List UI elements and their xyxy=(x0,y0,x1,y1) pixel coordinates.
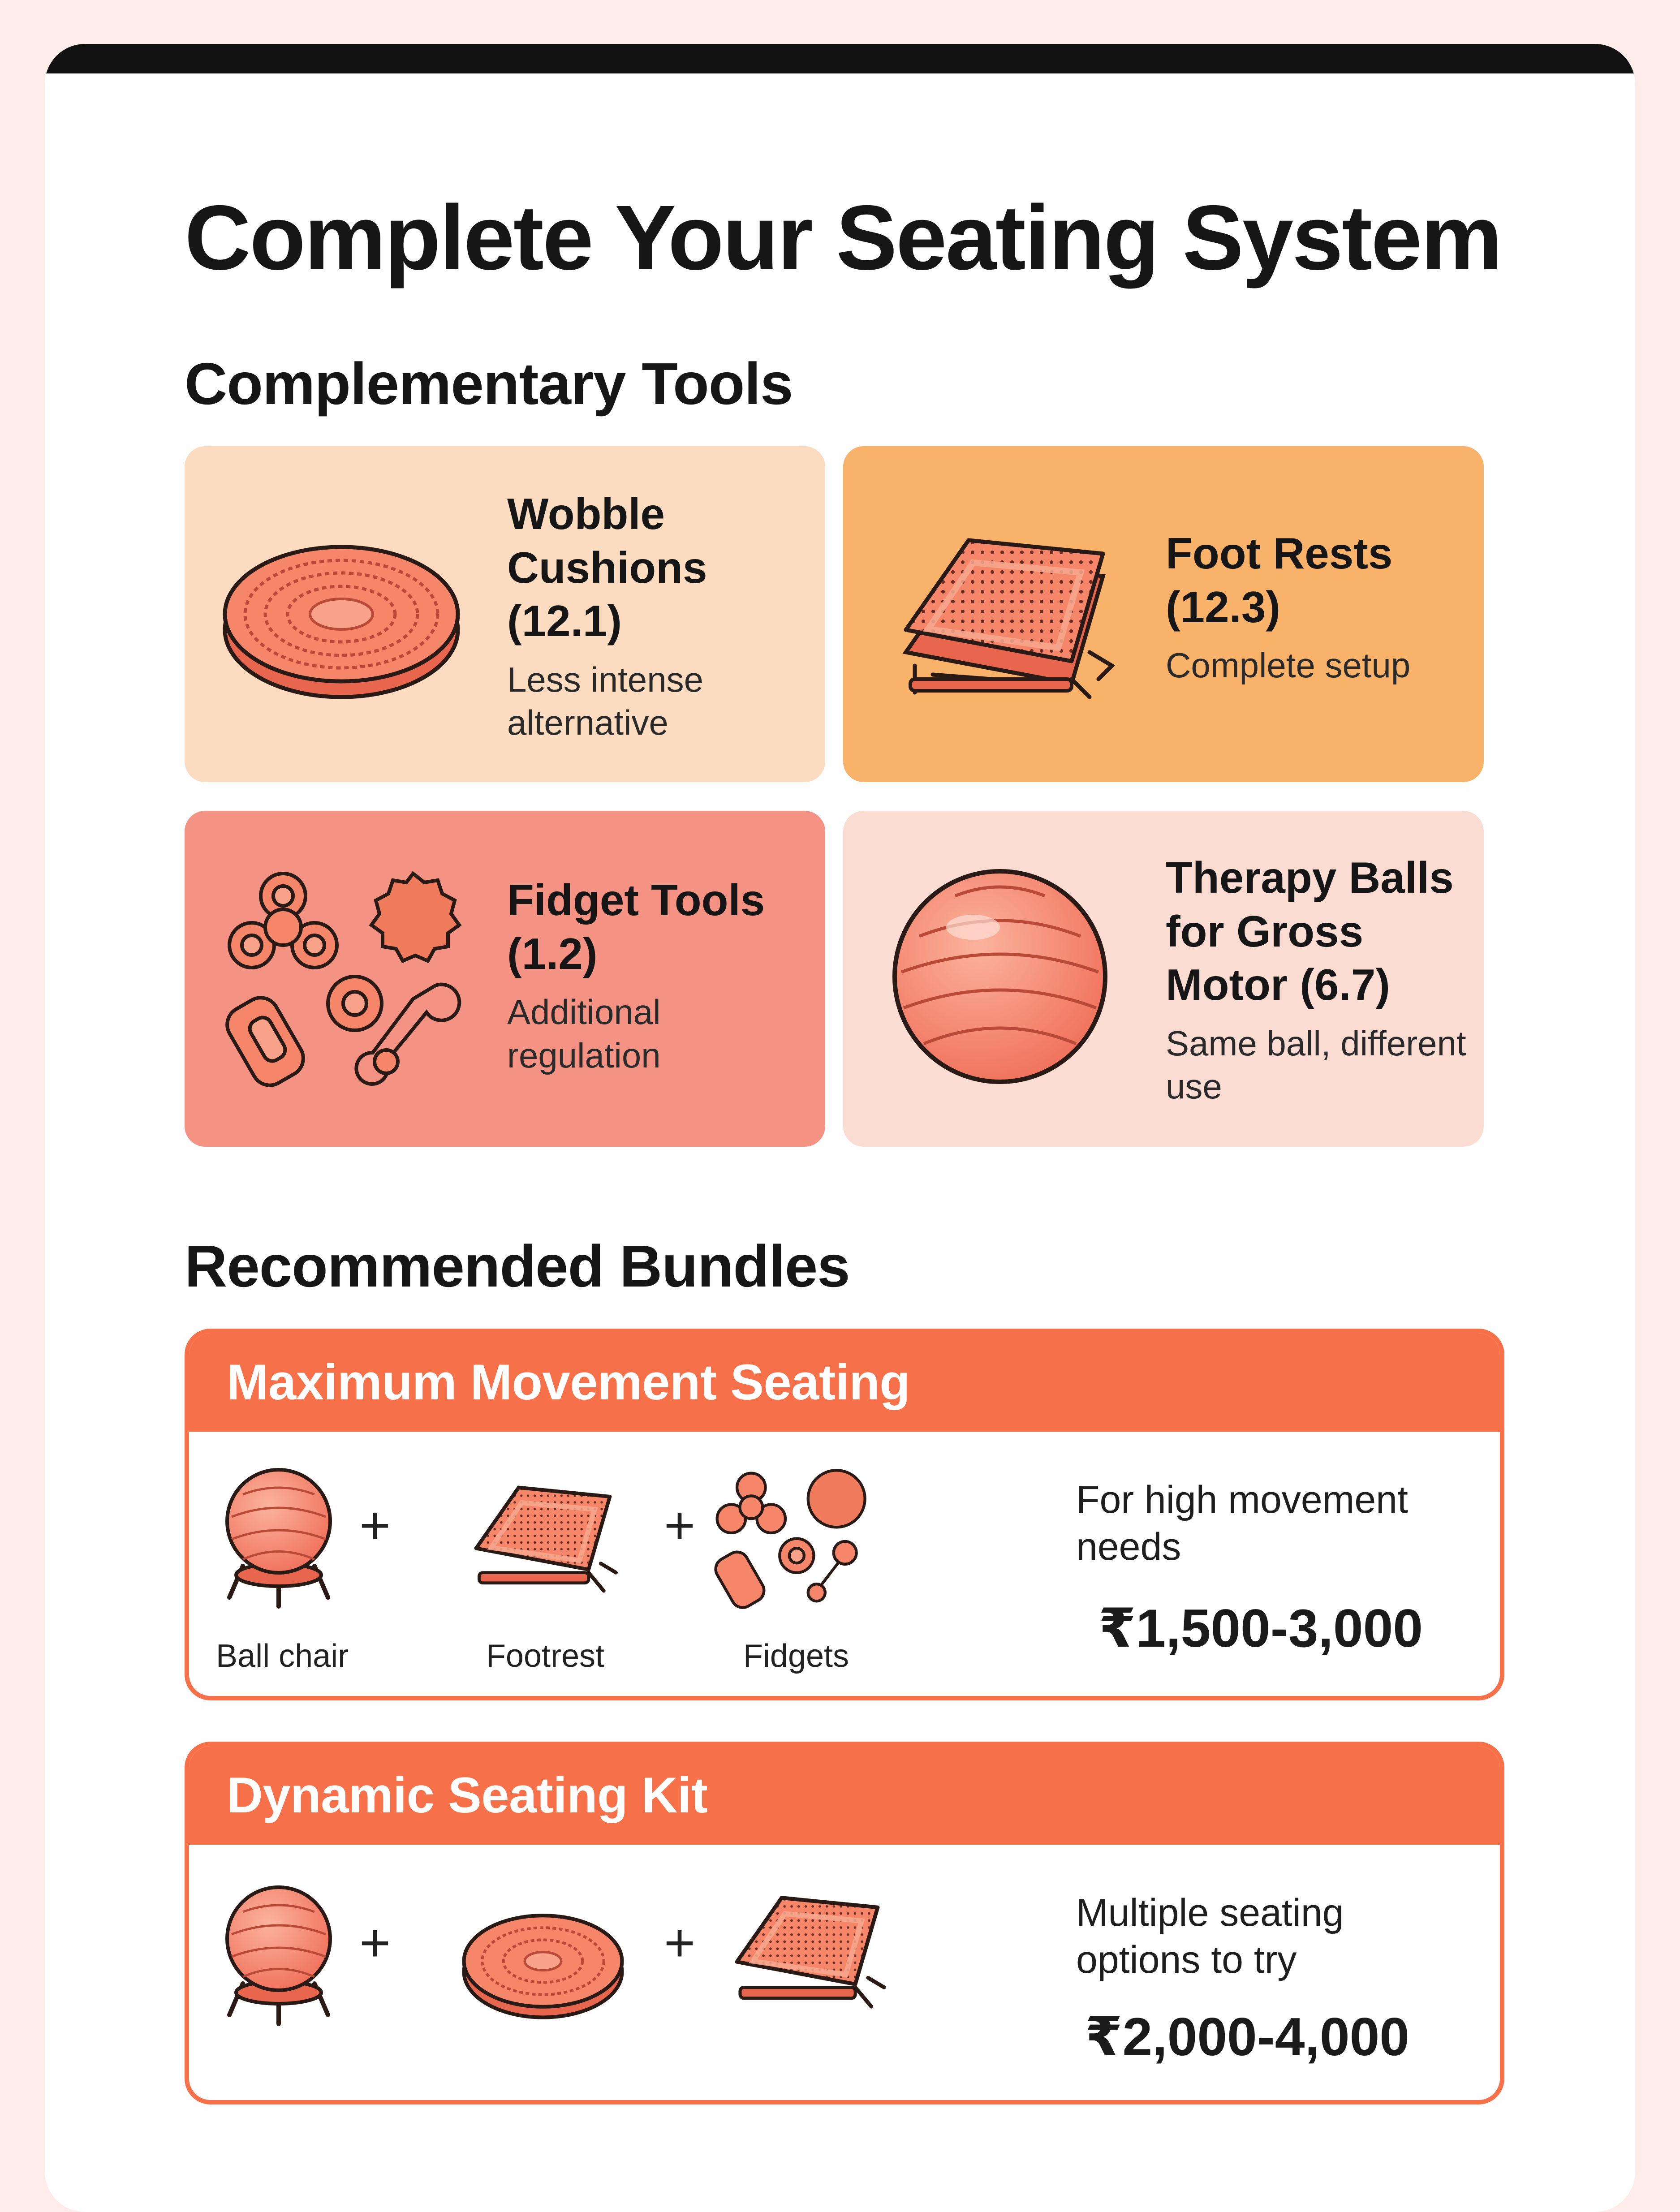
bundle-title: Maximum Movement Seating xyxy=(189,1333,1500,1432)
tool-desc: Same ball, different use xyxy=(1166,1023,1466,1106)
plus-sign: + xyxy=(359,1495,391,1555)
foot-rest-icon xyxy=(879,518,1130,715)
tool-card-wobble-cushions[interactable] xyxy=(185,446,825,782)
tool-desc: Less intense alternative xyxy=(507,659,703,743)
therapy-ball-icon xyxy=(888,865,1112,1089)
plus-sign: + xyxy=(664,1913,696,1973)
bundle-price: ₹1,500-3,000 xyxy=(1098,1598,1423,1658)
page-card xyxy=(45,44,1635,2212)
fidget-tools-icon xyxy=(225,865,476,1097)
plus-sign: + xyxy=(664,1495,696,1555)
bundle-note: Multiple seating options to try xyxy=(1076,1891,1344,1981)
wobble-cushion-icon xyxy=(216,518,467,710)
tool-card-therapy-balls[interactable] xyxy=(843,811,1484,1147)
tool-card-text xyxy=(507,874,812,1077)
bundle-price: ₹2,000-4,000 xyxy=(1085,2007,1410,2067)
bundle-item-label: Fidgets xyxy=(743,1638,849,1674)
top-bar xyxy=(45,44,1635,73)
bundle-item-label: Footrest xyxy=(486,1638,605,1674)
tool-desc: Complete setup xyxy=(1166,646,1411,685)
tool-name: Wobble Cushions (12.1) xyxy=(507,489,707,646)
tool-name: Therapy Balls for Gross Motor (6.7) xyxy=(1166,853,1454,1010)
plus-sign: + xyxy=(359,1913,391,1973)
bundle-item-label: Ball chair xyxy=(216,1638,349,1674)
complementary-tools-heading: Complementary Tools xyxy=(185,351,793,417)
foot-rest-icon xyxy=(718,1881,897,2024)
recommended-bundles-heading: Recommended Bundles xyxy=(185,1233,850,1299)
ball-chair-icon xyxy=(225,1463,332,1611)
page-title: Complete Your Seating System xyxy=(185,186,1501,289)
tool-name: Foot Rests (12.3) xyxy=(1166,529,1393,632)
bundle-dynamic-seating-kit[interactable] xyxy=(185,1742,1504,2104)
bundle-title: Dynamic Seating Kit xyxy=(189,1746,1500,1845)
tool-card-foot-rests[interactable] xyxy=(843,446,1484,782)
bundle-maximum-movement-seating[interactable] xyxy=(185,1329,1504,1700)
tool-desc: Additional regulation xyxy=(507,992,661,1075)
tool-name: Fidget Tools (1.2) xyxy=(507,875,765,978)
tool-card-text xyxy=(1166,851,1470,1108)
foot-rest-icon xyxy=(458,1472,628,1606)
fidget-tools-icon xyxy=(713,1467,874,1615)
tool-card-text xyxy=(507,487,812,745)
bundle-note: For high movement needs xyxy=(1076,1478,1408,1568)
tool-card-fidget-tools[interactable] xyxy=(185,811,825,1147)
tool-card-text xyxy=(1166,527,1470,687)
ball-chair-icon xyxy=(225,1881,332,2028)
wobble-cushion-icon xyxy=(458,1894,628,2028)
